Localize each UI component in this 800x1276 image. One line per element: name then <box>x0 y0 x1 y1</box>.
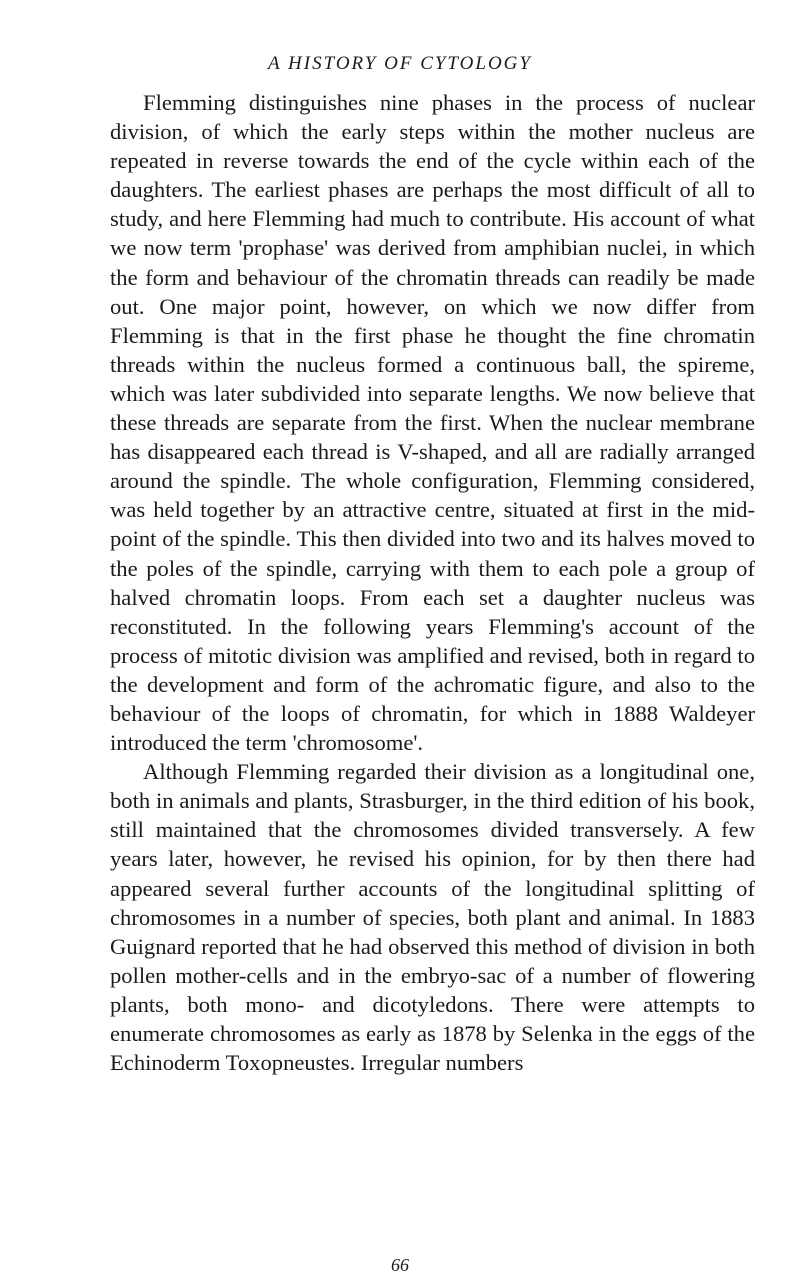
running-head: A HISTORY OF CYTOLOGY <box>268 53 532 74</box>
paragraph-2: Although Flemming regarded their division as a longitudinal one, both in animals and plants, Strasburger, in the third edition of his book, still maintained that the chromosomes divided transversely. A few years later, however, he revised his opinion, for by then there had appeared several further accounts of the longitudinal splitting of chromosomes in a number of species, both plant and animal. In 1883 Guignard reported that he had observed this method of division in both pollen mother-cells and in the embryo-sac of a number of flowering plants, both mono- and dicotyledons. There were attempts to enumerate chromosomes as early as 1878 by Selenka in the eggs of the Echinoderm Toxopneustes. Irregular numbers <box>110 759 755 1076</box>
page-number: 66 <box>391 1255 409 1275</box>
body-text <box>110 88 755 1077</box>
paragraph-1: Flemming distinguishes nine phases in the process of nuclear division, of which the early steps within the mother nucleus are repeated in reverse towards the end of the cycle within each of the daughters. The earliest phases are perhaps the most difficult of all to study, and here Flemming had much to contribute. His account of what we now term 'prophase' was derived from amphibian nuclei, in which the form and behaviour of the chromatin threads can readily be made out. One major point, however, on which we now differ from Flemming is that in the first phase he thought the fine chromatin threads within the nucleus formed a continuous ball, the spireme, which was later subdivided into separate lengths. We now believe that these threads are separate from the first. When the nuclear membrane has disappeared each thread is V-shaped, and all are radially arranged around the spindle. The whole configuration, Flemming considered, was held together by an attractive centre, situated at first in the mid-point of the spindle. This then divided into two and its halves moved to the poles of the spindle, carrying with them to each pole a group of halved chromatin loops. From each set a daughter nucleus was reconstituted. In the following years Flemming's account of the process of mitotic division was amplified and revised, both in regard to the development and form of the achromatic figure, and also to the behaviour of the loops of chromatin, for which in 1888 Waldeyer introduced the term 'chromosome'. <box>110 90 755 756</box>
